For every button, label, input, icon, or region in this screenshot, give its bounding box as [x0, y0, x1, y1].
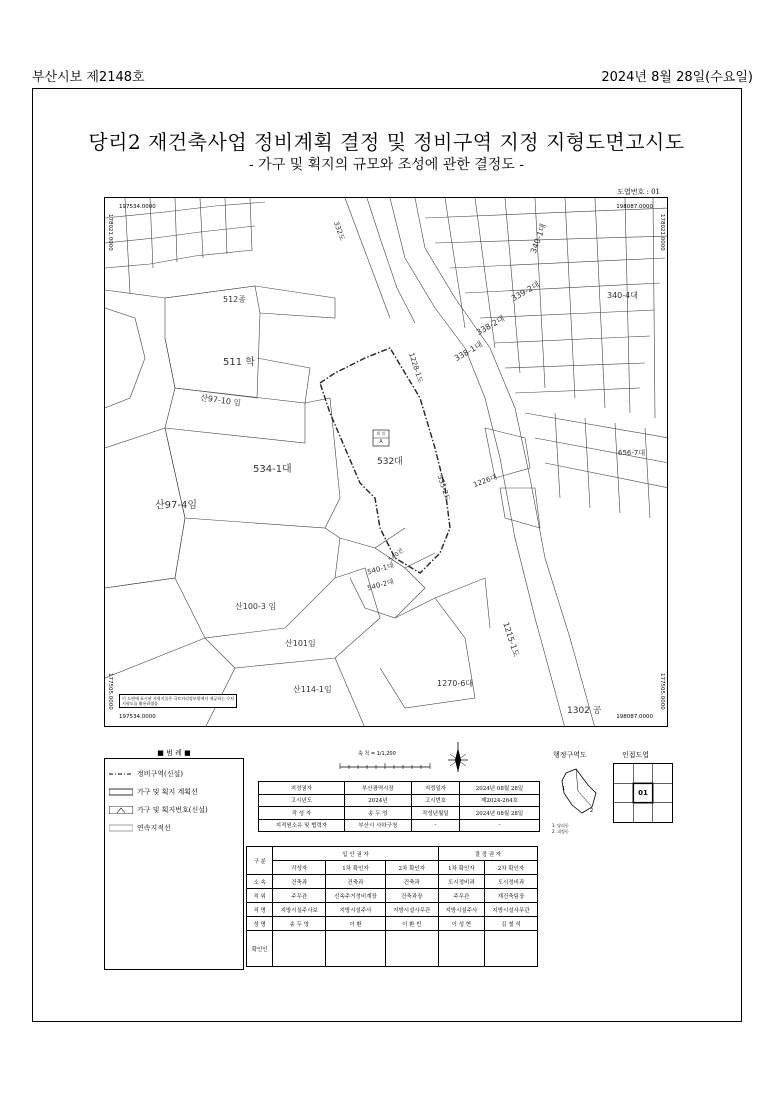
coord-left-top: 178021.0000 [107, 214, 113, 251]
parcel-label: 산97-10 임 [199, 393, 242, 408]
table-row: 고시년도 2024년 고시번호 제2024-264호 [259, 794, 540, 807]
table-row: 소 속 건축과 건축과 건축과 도시정비과 도시정비과 [247, 875, 538, 889]
index-map-title: 인접도엽 [622, 751, 650, 759]
approval-table [246, 846, 538, 967]
parcel-label: 산97-4임 [155, 500, 198, 511]
parcel-label: 332도 [331, 220, 347, 242]
bulletin-date: 2024년 8월 28일(수요일) [601, 70, 753, 85]
parcel-label: 534-1대 [253, 464, 292, 475]
map-note: 이 도면에 표시된 지형지물은 국토지리정보원에서 제공하는 수치지형도를 활용하였음 [119, 694, 237, 708]
parcel-label: 338-2대 [474, 313, 507, 338]
admin-map-title: 행정구역도 [553, 751, 587, 759]
parcel-label: 339-2대 [509, 279, 542, 304]
coord-bottom-right: 198087.0000 [616, 714, 653, 720]
coord-right-top: 178021.0000 [659, 214, 665, 251]
parcel-label: 535-2도 [435, 473, 452, 503]
legend-item: 가구 및 획지 계획선 [109, 787, 198, 797]
admin-note: 1. 당리동 [552, 823, 569, 828]
parcel-label: 산101임 [285, 639, 316, 648]
parcel-label: 540-1대 [366, 561, 395, 577]
page-title: 당리2 재건축사업 정비계획 결정 및 정비구역 지정 지형도면고시도 [88, 130, 685, 154]
parcel-label: 1226대 [472, 473, 499, 489]
scale-label: 축 척 = 1/1,200 [358, 751, 396, 757]
parcel-label: 1215-1도 [501, 620, 521, 659]
admin-map [552, 763, 608, 821]
scale-bar [338, 757, 448, 777]
legend-item: 연속지적선 [109, 823, 171, 833]
admin-label: 2 [590, 808, 594, 814]
index-current-sheet: 01 [638, 789, 648, 797]
bulletin-issue: 부산시보 제2148호 [32, 70, 145, 85]
parcel-label: 1270-6대 [437, 679, 474, 688]
table-row: 작성자 1차 확인자 2차 확인자 1차 확인자 2차 확인자 [247, 861, 538, 875]
page-subtitle: - 가구 및 획지의 규모와 조성에 관한 결정도 - [249, 157, 524, 173]
parcel-label: 540전 [387, 547, 406, 564]
parcel-label: 338-1대 [452, 339, 485, 364]
parcel-label: 532대 [377, 457, 403, 467]
parcel-label: 656-7대 [618, 449, 646, 457]
parcel-label: 340-4대 [607, 291, 638, 300]
parcel-label: 1302 공 [567, 706, 602, 716]
drawing-number: 도엽번호 : 01 [617, 188, 660, 196]
parcel-label: 1228-1도 [407, 351, 425, 385]
table-row: 지적원소유 및 협력자 부산시 사하구청 - - [259, 819, 540, 832]
north-arrow-icon [446, 740, 470, 774]
legend-title: ■ 범 례 ■ [157, 749, 191, 757]
table-row: 작 성 자 송 두 영 작성년월일 2024년 08월 28일 [259, 807, 540, 820]
table-row: 구 분 입 안 권 자 결 정 권 자 [247, 847, 538, 861]
parcel-label: 512종 [223, 295, 246, 304]
legend-cadastral-symbol [109, 824, 133, 832]
legend-line-symbol [109, 788, 133, 796]
coord-top-right: 198087.0000 [616, 204, 653, 210]
table-row: 직 명 지방시설주사보 지방시설주사 지방시설사무관 지방시설주사 지방시설사무관 [247, 903, 538, 917]
parcel-label: 511 학 [223, 357, 255, 368]
coord-top-left: 197534.0000 [119, 204, 156, 210]
admin-label: 1 [562, 786, 566, 792]
designation-info-table [258, 781, 540, 832]
admin-note: 2. 괴정동 [552, 829, 569, 834]
legend-item: 가구 및 획지번호(신설) [109, 805, 208, 815]
table-row: 직 위 주무관 신속주거정비계장 건축과장 주무관 재건축팀장 [247, 889, 538, 903]
table-row: 성 명 송 두 영 이 환 이 환 빈 이 성 현 김 철 석 [247, 917, 538, 931]
legend-item: 정비구역(신설) [109, 769, 183, 779]
parcel-label: 산100-3 임 [235, 602, 277, 611]
legend [104, 758, 244, 970]
table-row: 지정권자 부산광역시장 지정일자 2024년 08월 28일 [259, 782, 540, 795]
table-row: 확인인 [247, 931, 538, 967]
coord-left-bottom: 177505.0000 [107, 673, 113, 710]
block-mark-top: 획 블 [376, 431, 386, 436]
cadastral-map [104, 197, 668, 727]
coord-bottom-left: 197534.0000 [119, 714, 156, 720]
parcel-label: 540-2대 [366, 577, 395, 593]
parcel-label: 340-1대 [528, 222, 549, 255]
legend-zone-symbol [109, 770, 133, 778]
parcel-label: 산114-1임 [293, 685, 332, 694]
legend-number-symbol [109, 806, 133, 814]
coord-right-bottom: 177505.0000 [659, 673, 665, 710]
block-mark-bottom: A [379, 439, 383, 445]
